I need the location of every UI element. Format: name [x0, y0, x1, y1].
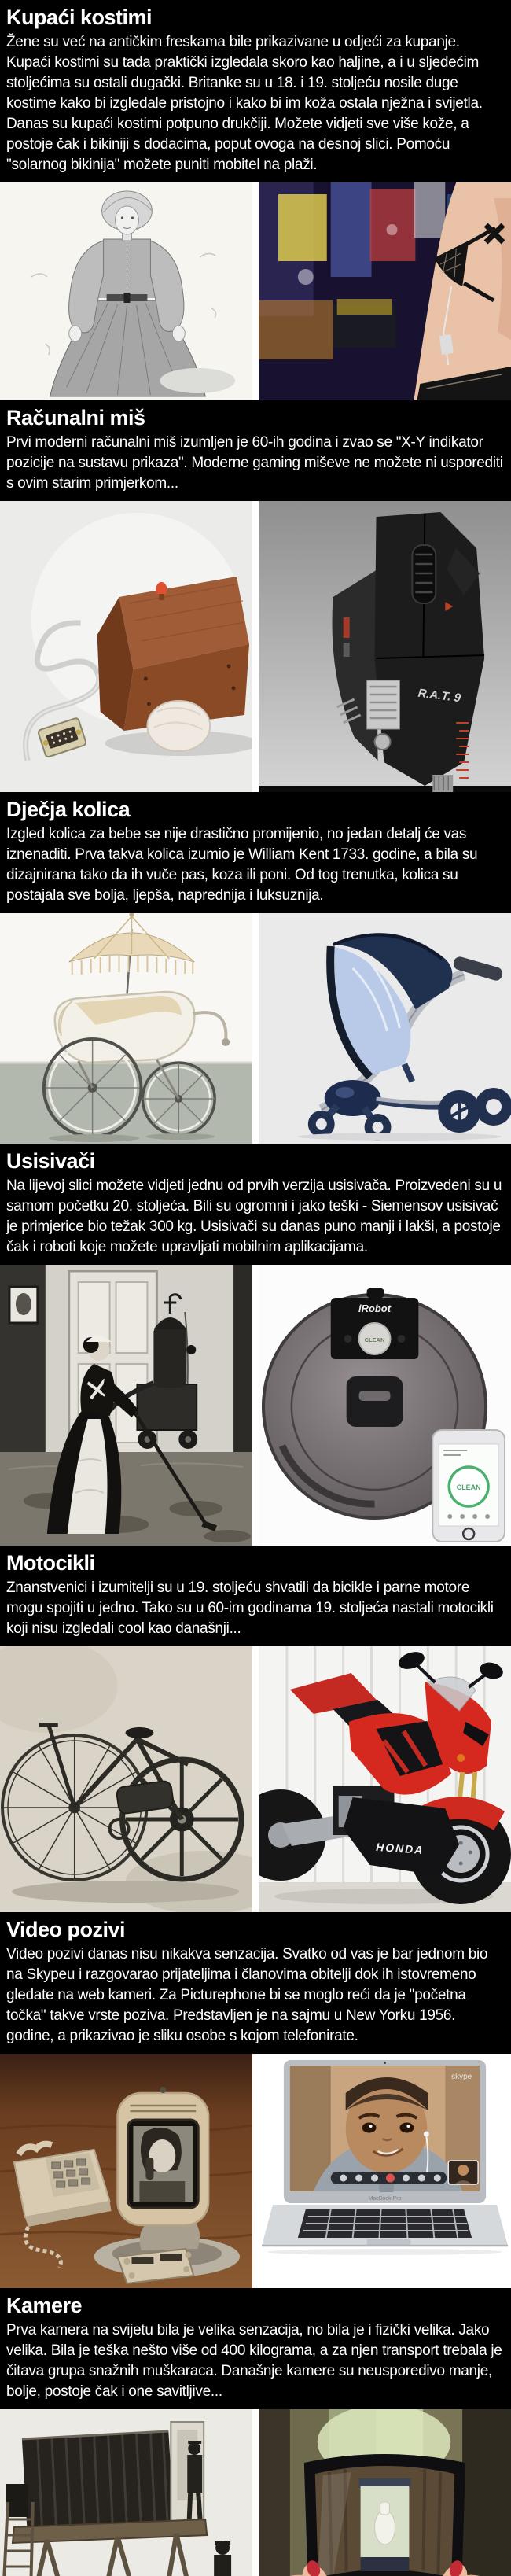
- red-sport-motorcycle-image: [259, 1646, 511, 1912]
- honda-logo: HONDA: [375, 1840, 425, 1857]
- section-body: Znanstvenici i izumitelji su u 19. stoljeću shvatili da bicikle i parne motore mogu spojiti u jedno. Tako su u 60-im godinama 19. stoljeća nastali motocikli koji nisu izgledali cool kao današnji...: [6, 1579, 494, 1637]
- vintage-pram-with-parasol-image: [0, 913, 252, 1144]
- section-text: [0, 1912, 511, 2047]
- flexible-camera-display-image: [259, 2409, 511, 2576]
- section-text: [0, 1546, 511, 1639]
- mammoth-camera-photo-image: [0, 2409, 252, 2576]
- early-vacuum-cleaner-photo-image: [0, 1265, 252, 1546]
- section-kamere: [0, 2288, 511, 2576]
- section-body: Prva kamera na svijetu bila je velika senzacija, no bila je i fizički velika. Jako velika. Bila je teška nešto više od 400 kilograma, a za njen transport trebala je čitava grupa snažnih muškaraca. Današnje kamere su neusporedivo manje, bolje, postoje čak i one savitljive...: [6, 2322, 502, 2400]
- section-body: Prvi moderni računalni miš izumljen je 60-ih godina i zvao se "X-Y indikator pozicije na sustavu prikaza". Moderne gaming miševe ne možete ni usporediti s ovim starim primjerkom...: [6, 434, 503, 492]
- section-body: Izgled kolica za bebe se nije drastično promijenio, no jedan detalj će vas iznenaditi. Prva takva kolica izumio je William Kent 1733. godine, a bila su dizajnirana tako da ih vuče pas, koza ili poni. Od tog trenutka, kolica su postajala sve bolja, ljepša, naprednija i luksuznija.: [6, 826, 478, 904]
- first-wooden-computer-mouse-image: [0, 501, 252, 792]
- pram-front-wheel: [44, 1039, 142, 1137]
- section-title: Kupaći kostimi: [6, 6, 153, 29]
- skype-logo: skype: [451, 2072, 472, 2082]
- section-title: Dječja kolica: [6, 798, 131, 821]
- smartphone-with-app: [432, 1430, 505, 1542]
- section-title: Kamere: [6, 2294, 83, 2317]
- section-body: Žene su već na antičkim freskama bile prikazivane u odjeći za kupanje. Kupaći kostimi su tada praktički izgledala skoro kao haljine, a i u sljedećim stoljećima su ostali dugački. Britanke su u 18. i 19. stoljeću nosile duge kostime kako bi izgledale pristojno i kako bi im koža ostala nježna i svijetla. Danas su kupaći kostimi potpuno drukčiji. Možete vidjeti sve više kože, a postoje čak i bikiniji s dodacima, poput ovoga na desnoj slici. Pomoću "solarnog bikinija" možete puniti mobitel na plaži.: [6, 34, 483, 173]
- section-kupaci-kostimi: [0, 0, 511, 400]
- modern-folding-stroller-image: [259, 913, 511, 1144]
- image-pair: [0, 2409, 511, 2576]
- flexible-panel: [304, 2454, 465, 2576]
- image-pair: [0, 1646, 511, 1912]
- picturephone-1956-image: [0, 2054, 252, 2288]
- robot-vacuum-with-app-image: [259, 1265, 511, 1546]
- section-motocikli: [0, 1546, 511, 1912]
- solar-bikini-mannequin-image: [259, 182, 511, 400]
- end-call-icon: [386, 2174, 395, 2183]
- macbook-screen: [284, 2060, 486, 2203]
- section-text: [0, 0, 511, 175]
- section-body: Video pozivi danas nisu nikakva senzacija. Svatko od vas je bar jednom bio na Skypeu i razgovarao prijateljima i članovima obitelji dok ih istovremeno gledate na web kameri. Za Picturephone bi se moglo reći da je "početna točka" takve vrste poziva. Predstavljen je na sajmu u New Yorku 1956. godine, a prikazivao je sliku osobe s kojom telefonirate.: [6, 1946, 488, 2044]
- macbook-label: MacBook Pro: [368, 2195, 402, 2202]
- rat-mouse-label: R.A.T. 9: [417, 686, 461, 706]
- section-text: [0, 400, 511, 494]
- image-pair: [0, 501, 511, 792]
- antique-bathing-dress-engraving-image: [0, 182, 252, 400]
- image-pair: [0, 913, 511, 1144]
- section-text: [0, 792, 511, 906]
- section-title: Video pozivi: [6, 1918, 126, 1941]
- steam-velocipede-photo-image: [0, 1646, 252, 1912]
- section-body: Na lijevoj slici možete vidjeti jednu od prvih verzija usisivača. Proizvedeni su u samom početku 20. stoljeća. Bili su ogromni i jako teški - Siemensov usisivač je primjerice bio težak 300 kg. Usisivači su danas puno manji i lakši, a postoje čak i roboti koje možete upravljati mobilnim aplikacijama.: [6, 1177, 502, 1255]
- section-text: [0, 2288, 511, 2402]
- irobot-logo: iRobot: [358, 1302, 392, 1315]
- section-racunalni-mis: [0, 400, 511, 792]
- image-pair: [0, 1265, 511, 1546]
- laptop-video-call-image: [259, 2054, 511, 2288]
- giant-camera: [6, 2422, 204, 2535]
- standing-man: [214, 2541, 231, 2576]
- image-pair: [0, 2054, 511, 2288]
- section-text: [0, 1144, 511, 1258]
- image-pair: [0, 182, 511, 400]
- section-title: Usisivači: [6, 1149, 95, 1173]
- section-title: Računalni miš: [6, 406, 145, 429]
- section-title: Motocikli: [6, 1551, 95, 1575]
- section-video-pozivi: [0, 1912, 511, 2288]
- svg-text:CLEAN: CLEAN: [364, 1336, 385, 1344]
- section-usisivaci: [0, 1144, 511, 1546]
- section-djecja-kolica: [0, 792, 511, 1144]
- app-clean-button: CLEAN: [456, 1483, 481, 1492]
- modern-gaming-mouse-image: [259, 501, 511, 792]
